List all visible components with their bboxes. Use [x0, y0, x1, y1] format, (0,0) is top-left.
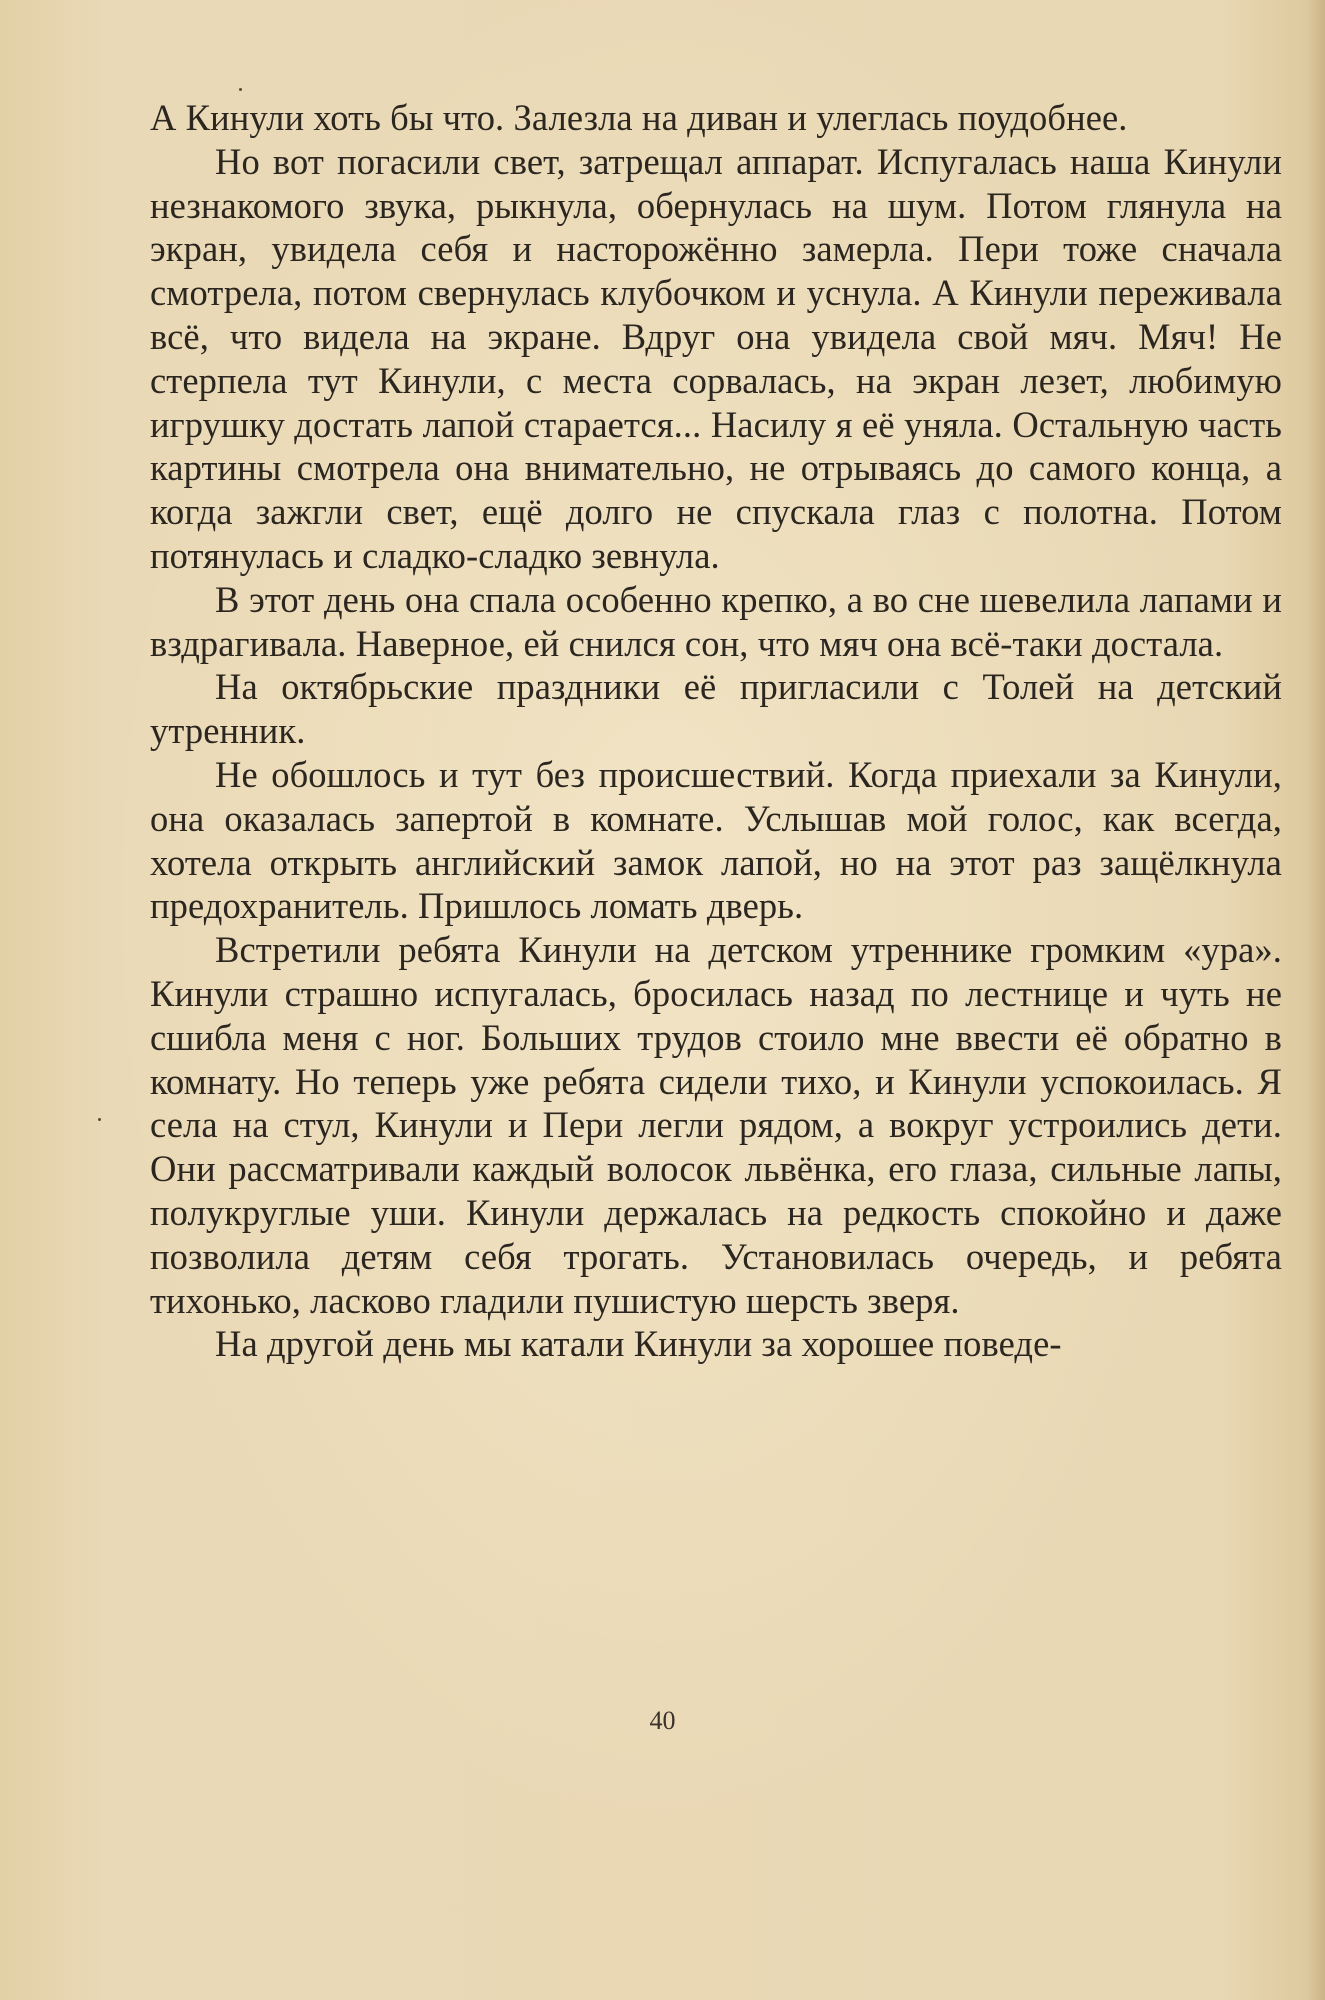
paragraph: Но вот погасили свет, затрещал аппарат. Испугалась наша Кинули незнакомого звука, рыкнула, обернулась на шум. Потом глянула на экран, увидела себя и насторожённо замерла. Пери тоже сначала смотрела, потом свернулась клубочком и уснула. А Кинули переживала всё, что видела на экране. Вдруг она увидела свой мяч. Мяч! Не стерпела тут Кинули, с места сорвалась, на экран лезет, любимую игрушку достать лапой старается... Насилу я её уняла. Остальную часть картины смотрела она внимательно, не отрываясь до самого конца, а когда зажгли свет, ещё долго не спускала глаз с полотна. Потом потянулась и сладко-сладко зевнула. [150, 140, 1282, 576]
paragraph: На октябрьские праздники её пригласили с Толей на детский утренник. [150, 666, 1282, 752]
page-number: 40 [649, 1706, 676, 1735]
print-speck [98, 1118, 101, 1121]
paragraph: А Кинули хоть бы что. Залезла на диван и улеглась поудобнее. [150, 97, 1128, 138]
body-text [150, 96, 1282, 1366]
paragraph: В этот день она спала особенно крепко, а во сне шевелила лапами и вздрагивала. Наверное, ей снился сон, что мяч она всё-таки достала. [150, 578, 1282, 664]
paragraph: На другой день мы катали Кинули за хорошее поведе- [215, 1323, 1062, 1365]
print-speck [239, 88, 242, 91]
paragraph: Встретили ребята Кинули на детском утреннике громким «ура». Кинули страшно испугалась, бросилась назад по лестнице и чуть не сшибла меня с ног. Больших трудов стоило мне ввести её обратно в комнату. Но теперь уже ребята сидели тихо, и Кинули успокоилась. Я села на стул, Кинули и Пери легли рядом, а вокруг устроились дети. Они рассматривали каждый волосок львёнка, его глаза, сильные лапы, полукруглые уши. Кинули держалась на редкость спокойно и даже позволила детям себя трогать. Установилась очередь, и ребята тихонько, ласково гладили пушистую шерсть зверя. [150, 929, 1282, 1321]
paragraph: Не обошлось и тут без происшествий. Когда приехали за Кинули, она оказалась запертой в комнате. Услышав мой голос, как всегда, хотела открыть английский замок лапой, но на этот раз защёлкнула предохранитель. Пришлось ломать дверь. [150, 753, 1282, 927]
page-edge-shadow [1307, 0, 1325, 2000]
